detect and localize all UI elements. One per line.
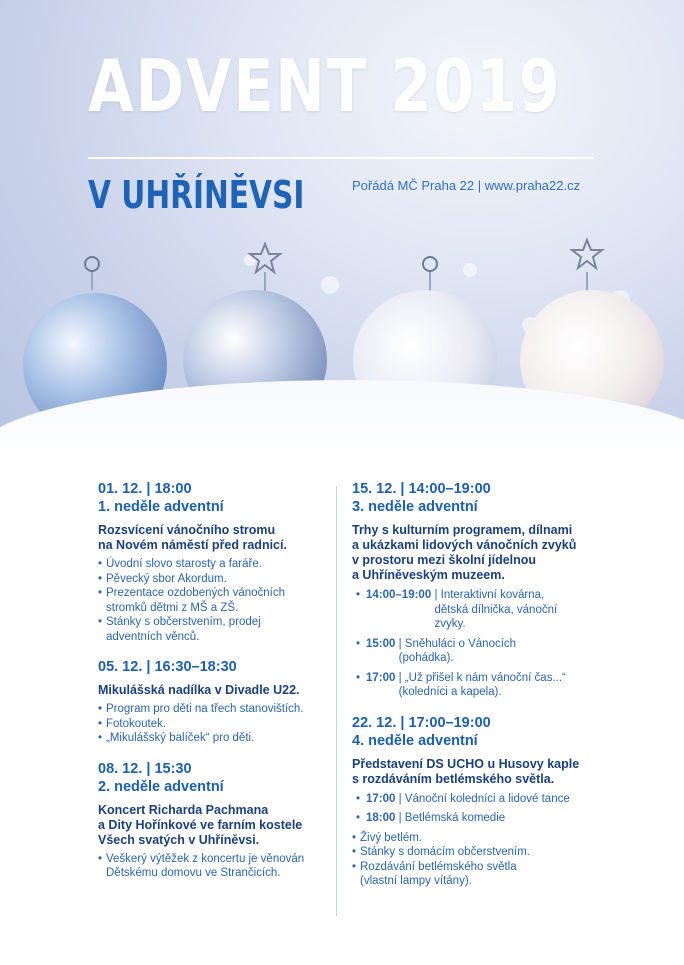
- event-bullets: [98, 852, 330, 881]
- event-dec-22: [352, 714, 602, 889]
- event-bullets: [98, 702, 330, 746]
- timeline-time: • 17:00: [366, 792, 396, 805]
- page-subtitle: V UHŘÍNĚVSI: [88, 173, 305, 217]
- right-column: [352, 480, 602, 903]
- event-sunday: 4. neděle adventní: [352, 732, 478, 749]
- timeline-item: [352, 671, 602, 700]
- timeline-item: [352, 637, 602, 666]
- list-item: • Program pro děti na třech stanovištích.: [98, 702, 330, 717]
- timeline-time: • 17:00: [366, 671, 396, 684]
- page-title: ADVENT 2019: [88, 44, 562, 128]
- event-date: 08. 12. | 15:30: [98, 760, 192, 777]
- column-divider: [336, 486, 337, 916]
- event-date: 05. 12. | 16:30–18:30: [98, 659, 237, 675]
- timeline-item: [352, 588, 602, 632]
- event-dec-15: [352, 480, 602, 700]
- list-item: • Stánky s domácím občerstvením.: [352, 845, 602, 860]
- list-item: • „Mikulášský balíček“ pro děti.: [98, 731, 330, 746]
- event-description: Trhy s kulturním programem, dílnami a ukázkami lidových vánočních zvyků v prostoru mezi školní jídelnou a Uhříněveským muzeem.: [352, 523, 577, 582]
- timeline-text: | Betlémská komedie: [398, 812, 506, 824]
- list-item: • Fotokoutek.: [98, 717, 330, 732]
- list-item: • Úvodní slovo starosty a faráře.: [98, 557, 330, 572]
- list-item: • Živý betlém.: [352, 831, 602, 846]
- timeline-time: • 15:00: [366, 637, 396, 650]
- event-sunday: 1. neděle adventní: [98, 499, 224, 515]
- event-dec-08: [98, 760, 330, 881]
- timeline-item: [352, 811, 602, 826]
- list-item: • Veškerý výtěžek z koncertu je věnován Dětskému domovu ve Strančicích.: [98, 852, 330, 881]
- event-date: 22. 12. | 17:00–19:00: [352, 714, 491, 731]
- title-divider: [88, 157, 594, 159]
- event-sunday: 2. neděle adventní: [98, 778, 224, 795]
- list-item: • Pěvecký sbor Akordum.: [98, 572, 330, 587]
- timeline-item: [352, 792, 602, 807]
- list-item: • Prezentace ozdobených vánočních stromků dětmi z MŠ a ZŠ.: [98, 586, 330, 615]
- event-timeline: [352, 792, 602, 826]
- organizer-info: Pořádá MČ Praha 22 | www.praha22.cz: [352, 178, 581, 193]
- event-description: Rozsvícení vánočního stromu na Novém náměstí před radnicí.: [98, 523, 287, 552]
- event-bullets: [352, 831, 602, 889]
- event-dec-01: [98, 480, 330, 644]
- event-bullets: [98, 557, 330, 644]
- event-dec-05: [98, 658, 330, 746]
- timeline-text: | „Už přišel k nám vánoční čas...“ (koledníci a kapela).: [398, 671, 566, 698]
- list-item: • Rozdávání betlémského světla (vlastní lampy vítány).: [352, 860, 602, 889]
- timeline-time: • 14:00–19:00: [366, 589, 432, 601]
- event-date: 15. 12. | 14:00–19:00: [352, 481, 491, 497]
- left-column: [98, 480, 330, 895]
- timeline-text: | Interaktivní kovárna, dětská dílnička, vánoční zvyky.: [434, 589, 558, 630]
- event-description: Mikulášská nadílka v Divadle U22.: [98, 683, 300, 697]
- event-timeline: [352, 588, 602, 700]
- event-date: 01. 12. | 18:00: [98, 481, 192, 497]
- event-description: Koncert Richarda Pachmana a Dity Hořínkové ve farním kostele Všech svatých v Uhříněvsi.: [98, 802, 303, 847]
- timeline-text: | Sněhuláci o Vánocích (pohádka).: [398, 637, 517, 664]
- timeline-time: • 18:00: [366, 812, 396, 824]
- list-item: • Stánky s občerstvením, prodej adventních věnců.: [98, 615, 330, 644]
- timeline-text: | Vánoční koledníci a lidové tance: [398, 792, 570, 805]
- event-sunday: 3. neděle adventní: [352, 499, 478, 515]
- event-description: Představení DS UCHO u Husovy kaple s rozdáváním betlémského světla.: [352, 756, 580, 786]
